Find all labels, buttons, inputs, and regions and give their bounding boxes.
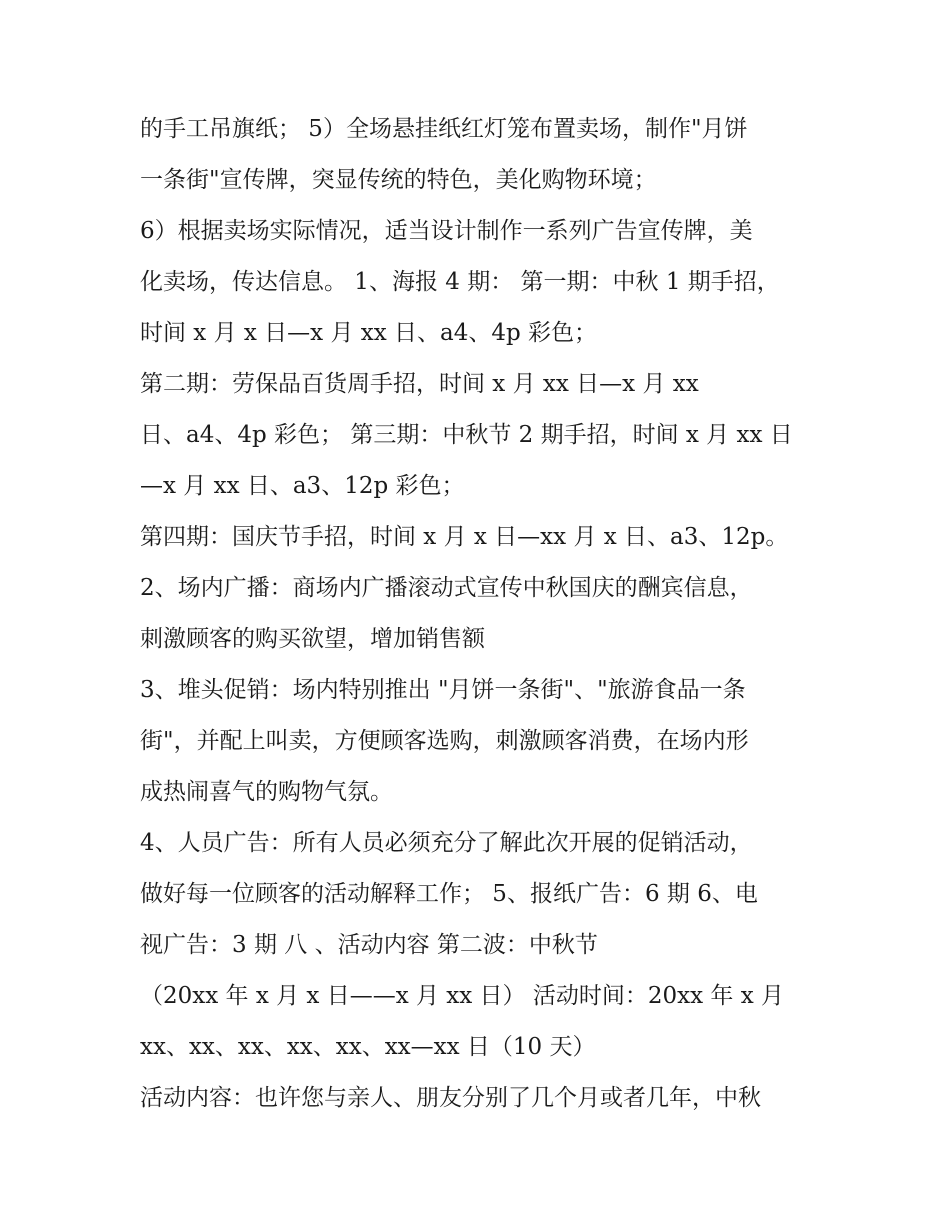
text-line: 做好每一位顾客的活动解释工作； 5、报纸广告：6 期 6、电 xyxy=(140,881,758,907)
text-line: 时间 x 月 x 日—x 月 xx 日、a4、4p 彩色； xyxy=(140,320,598,346)
text-line: 一条街"宣传牌，突显传统的特色，美化购物环境； xyxy=(140,167,657,193)
text-line: 视广告：3 期 八 、活动内容 第二波：中秋节 xyxy=(140,932,598,958)
text-line: 成热闹喜气的购物气氛。 xyxy=(140,779,393,805)
text-line: 刺激顾客的购买欲望，增加销售额 xyxy=(140,626,485,652)
text-line: 6）根据卖场实际情况，适当设计制作一系列广告宣传牌，美 xyxy=(140,218,753,244)
text-line: （20xx 年 x 月 x 日——x 月 xx 日） 活动时间：20xx 年 x 月 xyxy=(140,983,784,1009)
text-line: 第二期：劳保品百货周手招，时间 x 月 xx 日—x 月 xx xyxy=(140,371,699,397)
text-line: 化卖场，传达信息。 1、海报 4 期： 第一期：中秋 1 期手招， xyxy=(140,269,780,295)
text-line: 4、人员广告：所有人员必须充分了解此次开展的促销活动， xyxy=(140,830,753,856)
text-line: xx、xx、xx、xx、xx、xx—xx 日（10 天） xyxy=(140,1034,596,1060)
document-body xyxy=(140,104,830,1124)
text-line: 3、堆头促销：场内特别推出 "月饼一条街"、"旅游食品一条 xyxy=(140,677,746,703)
text-line: 街"，并配上叫卖，方便顾客选购，刺激顾客消费，在场内形 xyxy=(140,728,749,754)
text-line: 活动内容：也许您与亲人、朋友分别了几个月或者几年，中秋 xyxy=(140,1085,761,1111)
text-line: 日、a4、4p 彩色； 第三期：中秋节 2 期手招，时间 x 月 xx 日 xyxy=(140,422,793,448)
text-line: 第四期：国庆节手招，时间 x 月 x 日—xx 月 x 日、a3、12p。 xyxy=(140,524,789,550)
text-line: —x 月 xx 日、a3、12p 彩色； xyxy=(140,473,465,499)
text-line: 的手工吊旗纸； 5）全场悬挂纸红灯笼布置卖场，制作"月饼 xyxy=(140,116,748,142)
text-line: 2、场内广播：商场内广播滚动式宣传中秋国庆的酬宾信息， xyxy=(140,575,753,601)
